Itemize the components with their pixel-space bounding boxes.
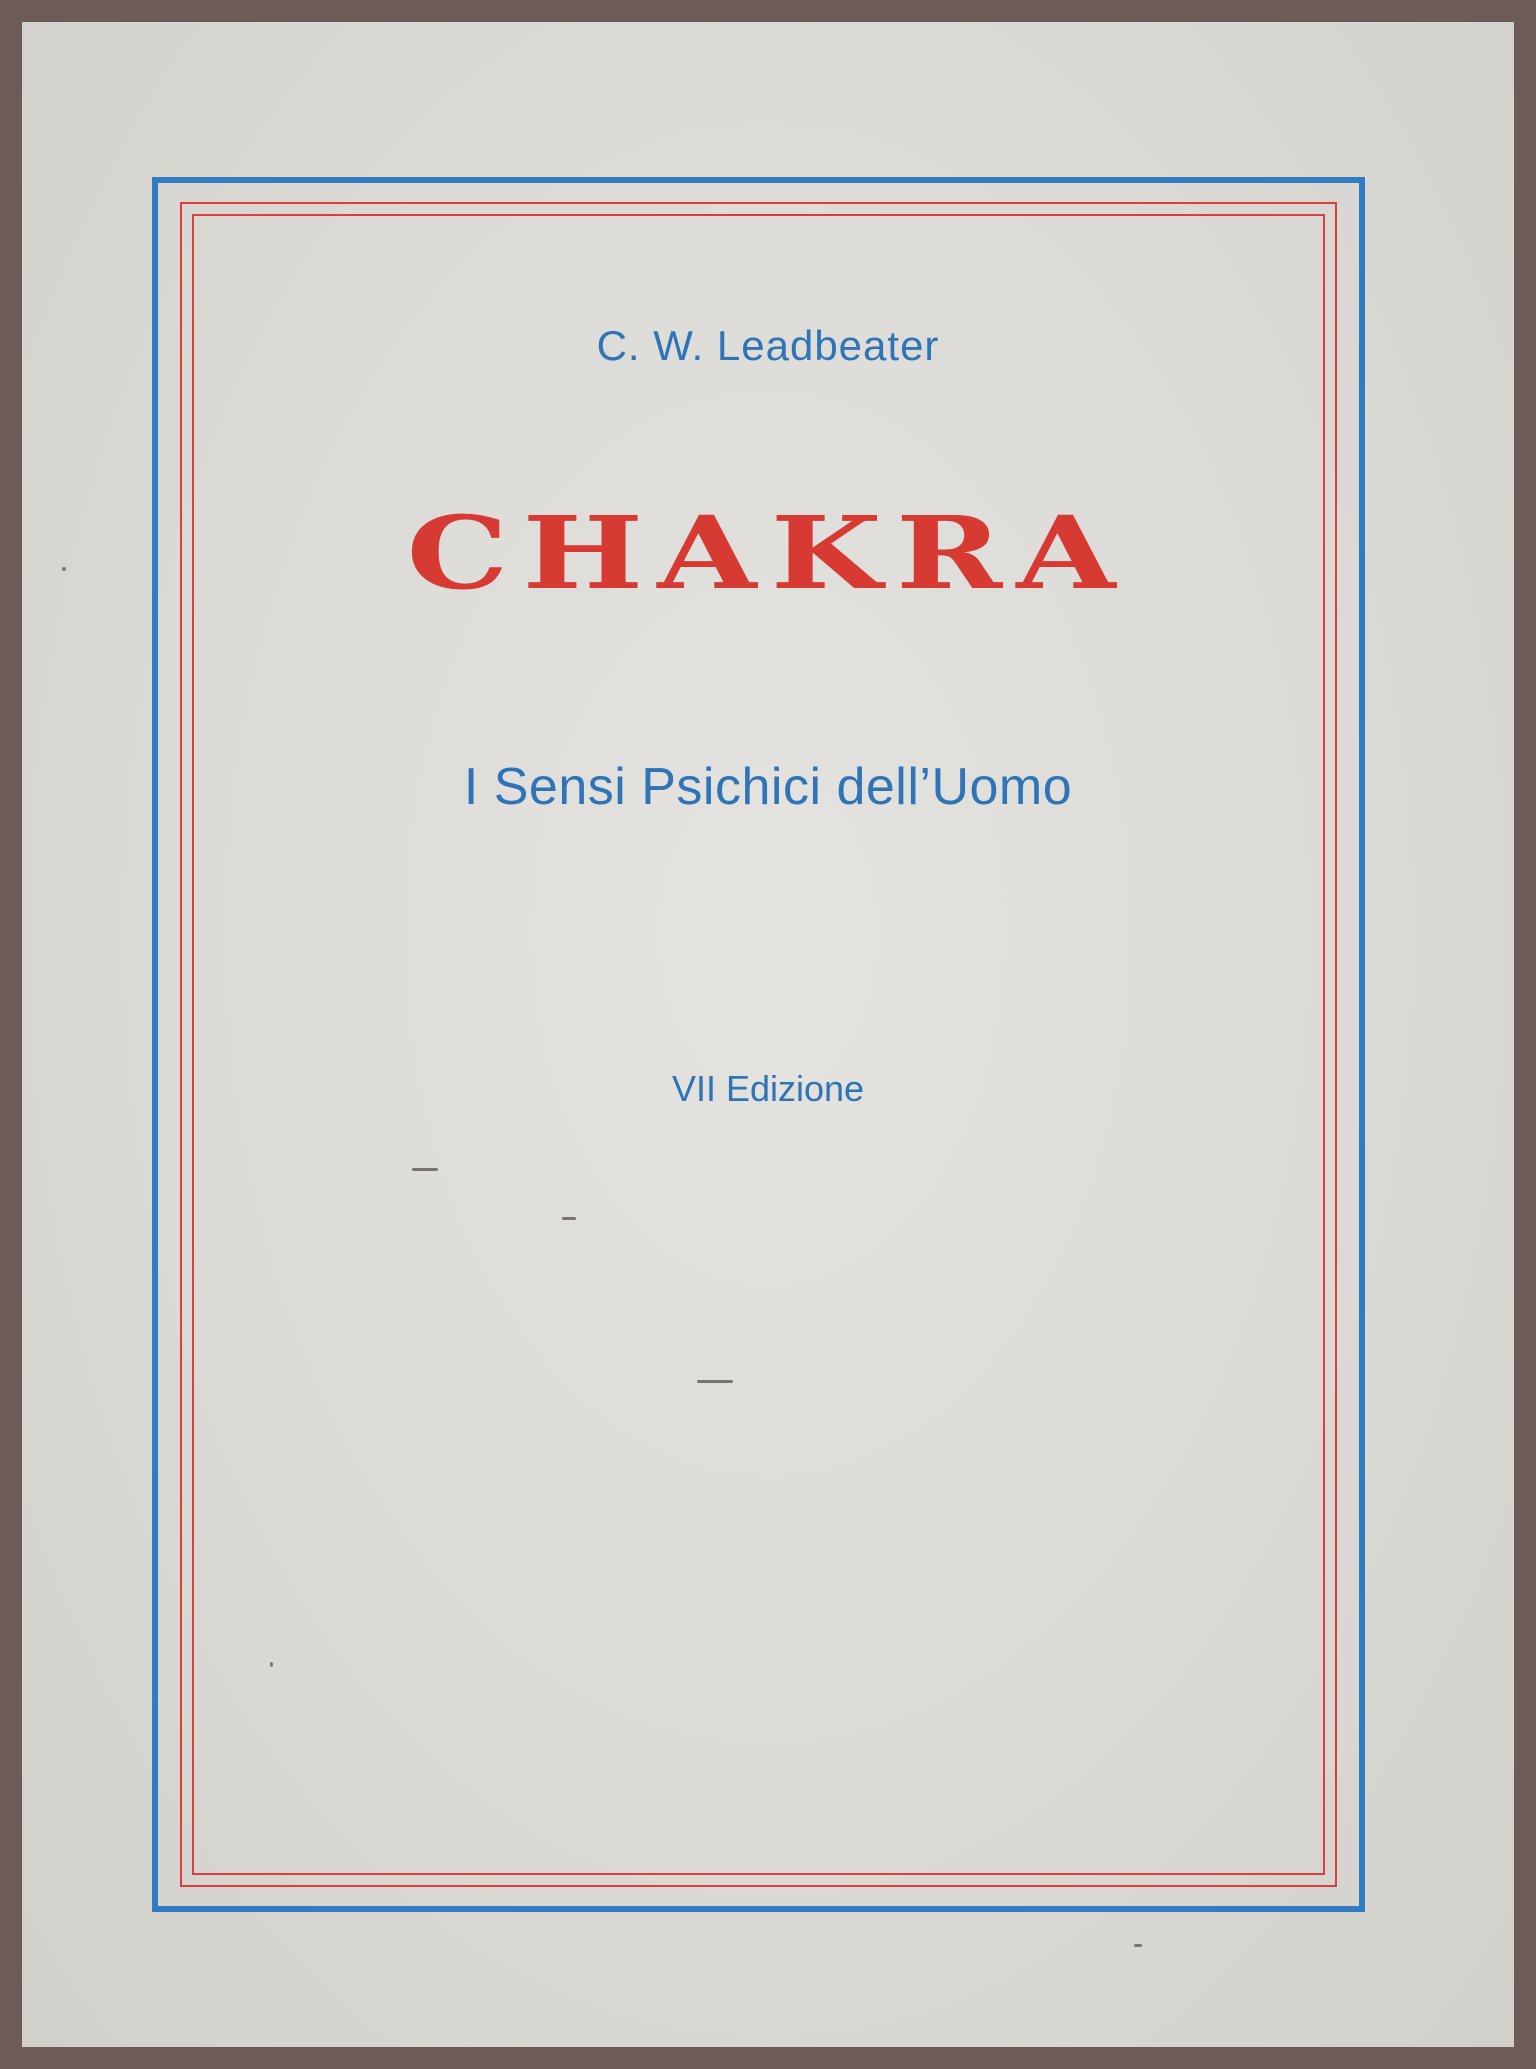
author-name: C. W. Leadbeater — [596, 322, 940, 369]
red-frame-inner-border — [192, 214, 1325, 1875]
cover-paper — [22, 22, 1514, 2047]
paper-speck — [697, 1380, 733, 1383]
paper-speck — [62, 567, 66, 571]
paper-speck — [562, 1217, 576, 1220]
edition-label: VII Edizione — [671, 1068, 865, 1109]
paper-speck — [1134, 1944, 1142, 1947]
book-subtitle: I Sensi Psichici dell’Uomo — [463, 758, 1073, 816]
paper-speck — [412, 1168, 438, 1171]
paper-speck — [270, 1662, 273, 1667]
book-title: CHAKRA — [406, 495, 1130, 613]
